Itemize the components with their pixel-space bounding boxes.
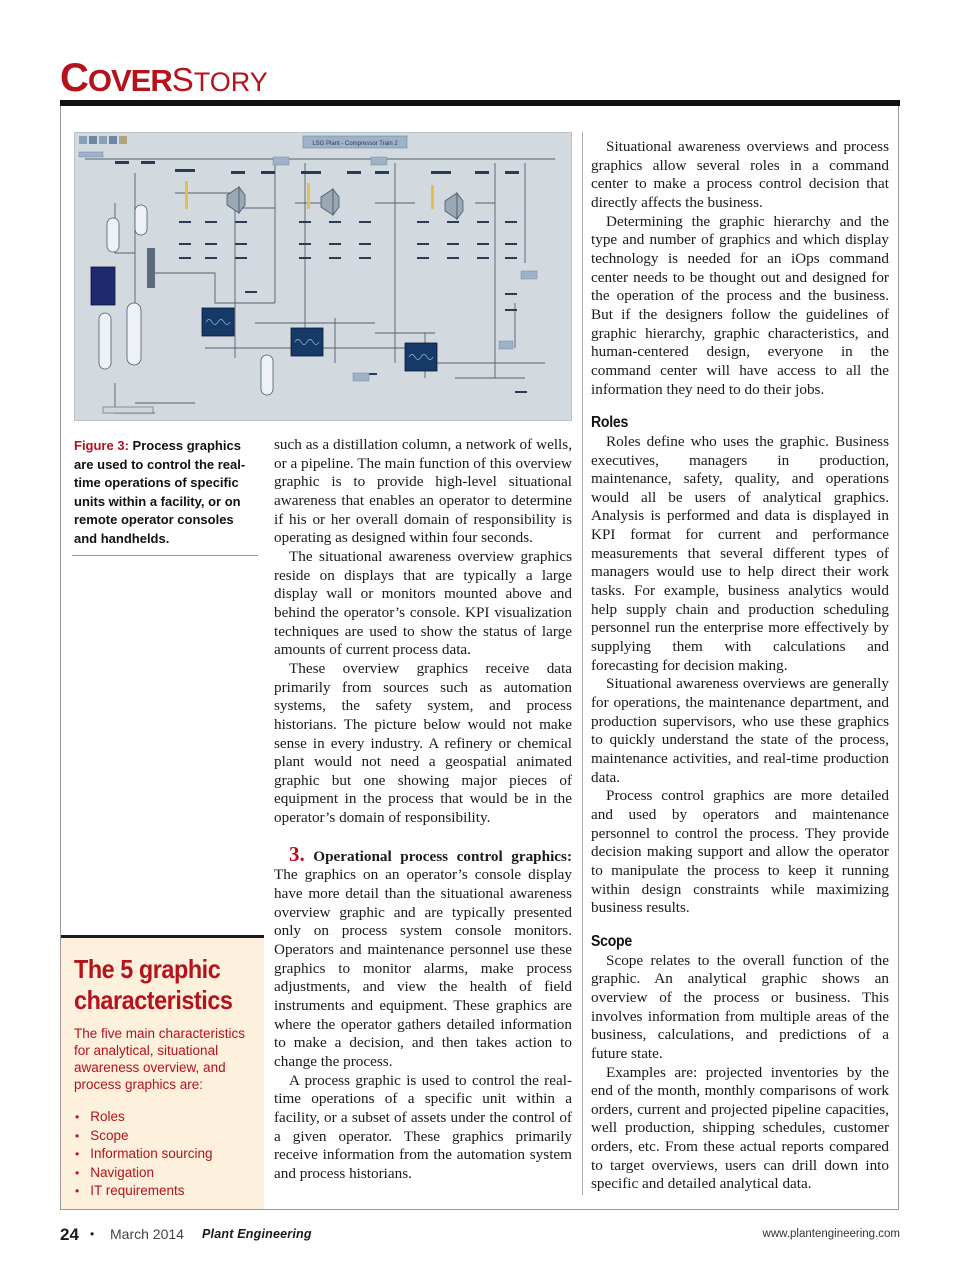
- page-footer: [60, 1225, 900, 1245]
- list-item: • Scope: [75, 1127, 213, 1146]
- list-item: • IT requirements: [75, 1182, 213, 1201]
- paragraph-text: The graphics on an operator’s console display have more detail than the situational awareness overview graphic and are typically presented only on process system console monitors. Operators and maintenance personnel use these graphics to monitor alarms, make process adjustments, and view the health of field instruments and equipment. These graphics are where the operator gathers detailed information to make a decision, and then takes action to change the process.: [274, 866, 572, 1070]
- paragraph: Process control graphics are more detailed and used by operators and maintenance personnel to control the process. They provide decision making support and allow the operator to manipulate the process to keep it running within design constraints while maximizing business results.: [591, 787, 889, 917]
- column-divider: [582, 132, 583, 1195]
- article-column-middle: [274, 436, 572, 1184]
- figure-caption-text: Process graphics are used to control the real-time operations of specific units within a facility, or on remote operator consoles and handhelds.: [74, 438, 246, 546]
- section-title-bold: COVER: [60, 56, 172, 100]
- paragraph: Determining the graphic hierarchy and the type and number of graphics and which display technology is needed for an iOps command center needs to be thought out and designed for the operation of the process and the business. But if the designers follow the guidelines of graphic hierarchy, graphic characteristics, and human-centered design, everyone in the command center will have access to all the information they need to do their jobs.: [591, 212, 889, 398]
- issue-date: March 2014: [110, 1226, 184, 1242]
- toolbar-icons: [79, 136, 127, 144]
- figure-caption: [74, 437, 258, 549]
- paragraph-heading: Operational process control graphics:: [313, 847, 572, 865]
- magazine-name: Plant Engineering: [202, 1227, 312, 1241]
- section-heading-scope: Scope: [591, 932, 632, 950]
- figure-caption-label: Figure 3:: [74, 438, 129, 453]
- list-item: • Navigation: [75, 1164, 213, 1183]
- page-number: 24: [60, 1225, 79, 1244]
- sidebar-intro: The five main characteristics for analytical, situational awareness overview, and process graphics are:: [74, 1026, 246, 1092]
- paragraph: such as a distillation column, a network of wells, or a pipeline. The main function of this overview graphic is to provide high-level situational awareness that enables an operator to determine if his or her overall domain of responsibility is operating as designed within four seconds.: [274, 436, 572, 547]
- paragraph: Scope relates to the overall function of the graphic. An analytical graphic shows an overview of the process or business. This involves information from multiple areas of the business, calculations, and predictions of a future state.: [591, 951, 889, 1062]
- list-item: • Roles: [75, 1108, 213, 1127]
- paragraph-operational: [274, 841, 572, 1072]
- section-header: [60, 58, 268, 98]
- paragraph: Situational awareness overviews are generally for operations, the maintenance department, and production supervisors, who use these graphics to quickly understand the state of the process, maintenance activities, and real-time production data.: [591, 675, 889, 786]
- paragraph: Examples are: projected inventories by the end of the month, monthly comparisons of work orders, current and projected pipeline capacities, well production, shipping schedules, customer orders, etc. From these actual reports compared to target overviews, users can drill down into specific and detailed analytical data.: [591, 1063, 889, 1193]
- article-column-right: [591, 138, 889, 1194]
- dry-gas-filter: [103, 407, 153, 413]
- sidebar-title: The 5 graphic characteristics: [74, 954, 233, 1015]
- paragraph: A process graphic is used to control the real-time operations of a specific unit within a facility, or a subset of assets under the control of a given operator. These graphics primarily receive information from the automation system and process historians.: [274, 1071, 572, 1182]
- paragraph: Situational awareness overviews and process graphics allow several roles in a command center to make a process control decision that directly affects the business.: [591, 138, 889, 211]
- screen-title: LSG Plant - Compressor Train 2: [312, 141, 398, 147]
- caption-divider: [72, 555, 258, 556]
- website-url[interactable]: www.plantengineering.com: [762, 1228, 900, 1240]
- footer-separator: •: [90, 1227, 95, 1241]
- process-graphic-illustration: [75, 133, 571, 420]
- sidebar-box: [61, 935, 264, 1209]
- section-title-light: STORY: [171, 61, 268, 98]
- sidebar-list: [75, 1108, 213, 1201]
- paragraph: These overview graphics receive data primarily from sources such as automation systems, the safety system, and process historians. The picture below would not make sense in every industry. A refinery or chemical plant would not need a geospatial animated graphic but one showing major pieces of equipment in the process that would be in the operator’s domain of responsibility.: [274, 659, 572, 827]
- section-heading-roles: Roles: [591, 414, 629, 432]
- list-number: 3.: [289, 841, 305, 866]
- paragraph: Roles define who uses the graphic. Business executives, managers in production, maintenance, safety, quality, and operations would all be users of analytical graphics. Analysis is performed and data is displayed in KPI format for current and performance measurements that several different types of managers would use to help direct their work tasks. For example, business analytics would help supply chain and production scheduling personnel run the enterprise more effectively by supplying them with calculations and forecasting for decision making.: [591, 432, 889, 674]
- list-item: • Information sourcing: [75, 1145, 213, 1164]
- process-graphic-figure: [74, 132, 572, 421]
- paragraph: The situational awareness overview graphics reside on displays that are typically a large display wall or monitors mounted above and behind the operator’s console. KPI visualization techniques are used to show the status of large amounts of current process data.: [274, 547, 572, 659]
